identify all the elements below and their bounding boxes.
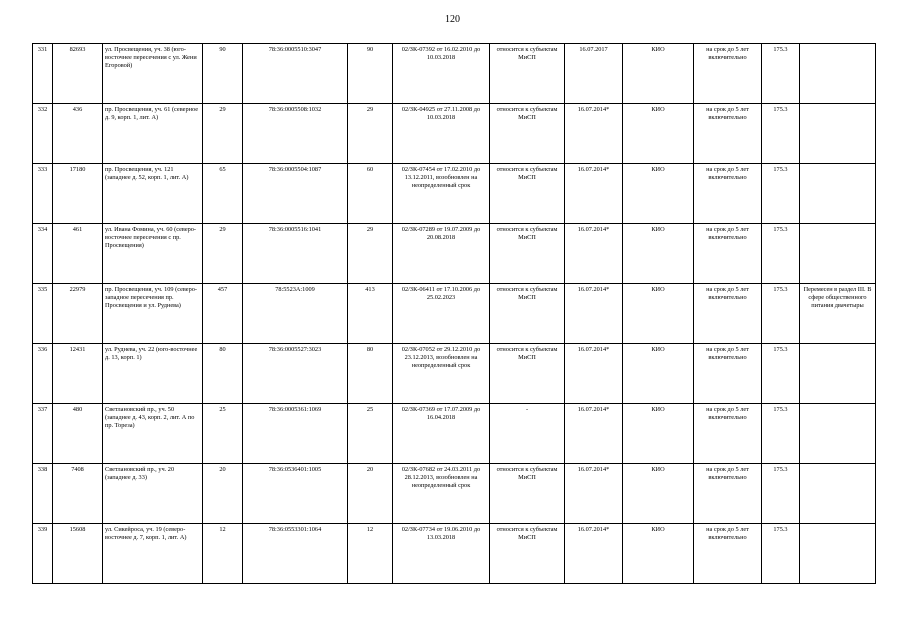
- cell-org: КИО: [623, 44, 694, 104]
- cell-number: 335: [33, 284, 53, 344]
- cell-status: -: [490, 404, 565, 464]
- table-row: [33, 464, 876, 524]
- cell-cadastral: 78:36:0005508:1032: [243, 104, 348, 164]
- cell-area: 12: [203, 524, 243, 584]
- cell-term: на срок до 5 лет включительно: [694, 404, 762, 464]
- cell-area-actual: 90: [348, 44, 393, 104]
- cell-date: 16.07.2014*: [565, 524, 623, 584]
- cell-status: относится к субъектам МиСП: [490, 164, 565, 224]
- cell-org: КИО: [623, 224, 694, 284]
- table-row: [33, 44, 876, 104]
- cell-code: 175.3: [762, 164, 800, 224]
- cell-contract: 02/ЗК-07454 от 17.02.2010 до 13.12.2011, возобновлен на неопределенный срок: [393, 164, 490, 224]
- cell-area: 65: [203, 164, 243, 224]
- cell-contract: 02/ЗК-07052 от 29.12.2010 до 23.12.2013, возобновлен на неопределенный срок: [393, 344, 490, 404]
- cell-id: 12431: [53, 344, 103, 404]
- cell-status: относится к субъектам МиСП: [490, 284, 565, 344]
- cell-area: 29: [203, 224, 243, 284]
- cell-area-actual: 80: [348, 344, 393, 404]
- cell-cadastral: 78:36:0005504:1087: [243, 164, 348, 224]
- cell-area-actual: 60: [348, 164, 393, 224]
- cell-note: [800, 464, 876, 524]
- cell-note: [800, 224, 876, 284]
- cell-area: 25: [203, 404, 243, 464]
- cell-id: 436: [53, 104, 103, 164]
- cell-org: КИО: [623, 104, 694, 164]
- cell-area-actual: 20: [348, 464, 393, 524]
- cell-status: относится к субъектам МиСП: [490, 344, 565, 404]
- cell-area-actual: 25: [348, 404, 393, 464]
- data-table: [32, 43, 876, 584]
- cell-code: 175.3: [762, 284, 800, 344]
- cell-address: ул. Ивана Фомина, уч. 60 (северо-восточнее пересечения с пр. Просвещения): [103, 224, 203, 284]
- cell-area: 20: [203, 464, 243, 524]
- cell-contract: 02/ЗК-07289 от 19.07.2009 до 20.08.2018: [393, 224, 490, 284]
- cell-code: 175.3: [762, 104, 800, 164]
- cell-org: КИО: [623, 344, 694, 404]
- cell-date: 16.07.2017: [565, 44, 623, 104]
- cell-note: [800, 524, 876, 584]
- cell-term: на срок до 5 лет включительно: [694, 224, 762, 284]
- cell-id: 17180: [53, 164, 103, 224]
- cell-status: относится к субъектам МиСП: [490, 104, 565, 164]
- cell-area-actual: 12: [348, 524, 393, 584]
- cell-term: на срок до 5 лет включительно: [694, 164, 762, 224]
- cell-contract: 02/ЗК-07734 от 19.06.2010 до 13.03.2018: [393, 524, 490, 584]
- cell-status: относится к субъектам МиСП: [490, 224, 565, 284]
- cell-code: 175.3: [762, 524, 800, 584]
- cell-org: КИО: [623, 164, 694, 224]
- cell-cadastral: 78:36:0005510:3047: [243, 44, 348, 104]
- cell-area-actual: 29: [348, 224, 393, 284]
- cell-number: 336: [33, 344, 53, 404]
- cell-term: на срок до 5 лет включительно: [694, 344, 762, 404]
- cell-date: 16.07.2014*: [565, 164, 623, 224]
- table-row: [33, 224, 876, 284]
- cell-address: пр. Просвещения, уч. 61 (северное д. 9, корп. 1, лит. А): [103, 104, 203, 164]
- cell-cadastral: 78:36:0536401:1005: [243, 464, 348, 524]
- cell-address: Светлановский пр., уч. 20 (западнее д. 33): [103, 464, 203, 524]
- cell-contract: 02/ЗК-06411 от 17.10.2006 до 25.02.2023: [393, 284, 490, 344]
- cell-number: 333: [33, 164, 53, 224]
- cell-number: 334: [33, 224, 53, 284]
- cell-note: [800, 104, 876, 164]
- cell-code: 175.3: [762, 464, 800, 524]
- cell-address: пр. Просвещения, уч. 109 (северо-западное пересечения пр. Просвещения и ул. Руднева): [103, 284, 203, 344]
- cell-id: 22979: [53, 284, 103, 344]
- cell-note: Перемеcен в раздел III. В сфере общественного питания двачетыры: [800, 284, 876, 344]
- cell-org: КИО: [623, 404, 694, 464]
- cell-code: 175.3: [762, 404, 800, 464]
- cell-status: относится к субъектам МиСП: [490, 44, 565, 104]
- cell-area-actual: 29: [348, 104, 393, 164]
- cell-contract: 02/ЗК-07682 от 24.03.2011 до 28.12.2013, возобновлен на неопределенный срок: [393, 464, 490, 524]
- cell-id: 82693: [53, 44, 103, 104]
- cell-date: 16.07.2014*: [565, 464, 623, 524]
- page-number: 120: [445, 14, 460, 25]
- cell-number: 338: [33, 464, 53, 524]
- cell-number: 332: [33, 104, 53, 164]
- cell-contract: 02/ЗК-04925 от 27.11.2008 до 10.03.2018: [393, 104, 490, 164]
- cell-area-actual: 413: [348, 284, 393, 344]
- table-row: [33, 164, 876, 224]
- cell-area: 29: [203, 104, 243, 164]
- cell-number: 331: [33, 44, 53, 104]
- cell-cadastral: 78:5523А:1009: [243, 284, 348, 344]
- table-row: [33, 524, 876, 584]
- cell-note: [800, 404, 876, 464]
- cell-note: [800, 44, 876, 104]
- table-row: [33, 404, 876, 464]
- table-row: [33, 104, 876, 164]
- cell-cadastral: 78:36:0005361:1069: [243, 404, 348, 464]
- cell-cadastral: 78:36:0553301:1064: [243, 524, 348, 584]
- cell-org: КИО: [623, 524, 694, 584]
- cell-id: 7408: [53, 464, 103, 524]
- cell-org: КИО: [623, 284, 694, 344]
- cell-term: на срок до 5 лет включительно: [694, 284, 762, 344]
- table-row: [33, 284, 876, 344]
- cell-date: 16.07.2014*: [565, 224, 623, 284]
- cell-address: ул. Руднева, уч. 22 (юго-восточнее д. 13, корп. 1): [103, 344, 203, 404]
- cell-number: 337: [33, 404, 53, 464]
- cell-code: 175.3: [762, 224, 800, 284]
- cell-contract: 02/ЗК-07392 от 16.02.2010 до 10.03.2018: [393, 44, 490, 104]
- cell-term: на срок до 5 лет включительно: [694, 524, 762, 584]
- cell-term: на срок до 5 лет включительно: [694, 464, 762, 524]
- cell-status: относится к субъектам МиСП: [490, 464, 565, 524]
- cell-address: Светлановский пр., уч. 50 (западнее д. 43, корп. 2, лит. А по пр. Тореза): [103, 404, 203, 464]
- cell-status: относится к субъектам МиСП: [490, 524, 565, 584]
- cell-code: 175.3: [762, 44, 800, 104]
- cell-date: 16.07.2014*: [565, 344, 623, 404]
- cell-area: 80: [203, 344, 243, 404]
- cell-address: пр. Просвещения, уч. 121 (западнее д. 52, корп. 1, лит. А): [103, 164, 203, 224]
- cell-date: 16.07.2014*: [565, 404, 623, 464]
- cell-date: 16.07.2014*: [565, 284, 623, 344]
- cell-code: 175.3: [762, 344, 800, 404]
- cell-cadastral: 78:36:0005516:1041: [243, 224, 348, 284]
- table-row: [33, 344, 876, 404]
- cell-id: 480: [53, 404, 103, 464]
- cell-org: КИО: [623, 464, 694, 524]
- cell-date: 16.07.2014*: [565, 104, 623, 164]
- cell-term: на срок до 5 лет включительно: [694, 44, 762, 104]
- cell-contract: 02/ЗК-07369 от 17.07.2009 до 16.04.2018: [393, 404, 490, 464]
- cell-number: 339: [33, 524, 53, 584]
- cell-cadastral: 78:36:0005527:3023: [243, 344, 348, 404]
- cell-id: 461: [53, 224, 103, 284]
- cell-address: ул. Просвещения, уч. 38 (юго-восточнее пересечения с ул. Жени Егоровой): [103, 44, 203, 104]
- cell-address: ул. Сикейроса, уч. 19 (северо-восточнее д. 7, корп. 1, лит. А): [103, 524, 203, 584]
- cell-note: [800, 164, 876, 224]
- cell-term: на срок до 5 лет включительно: [694, 104, 762, 164]
- cell-id: 15608: [53, 524, 103, 584]
- cell-note: [800, 344, 876, 404]
- cell-area: 457: [203, 284, 243, 344]
- cell-area: 90: [203, 44, 243, 104]
